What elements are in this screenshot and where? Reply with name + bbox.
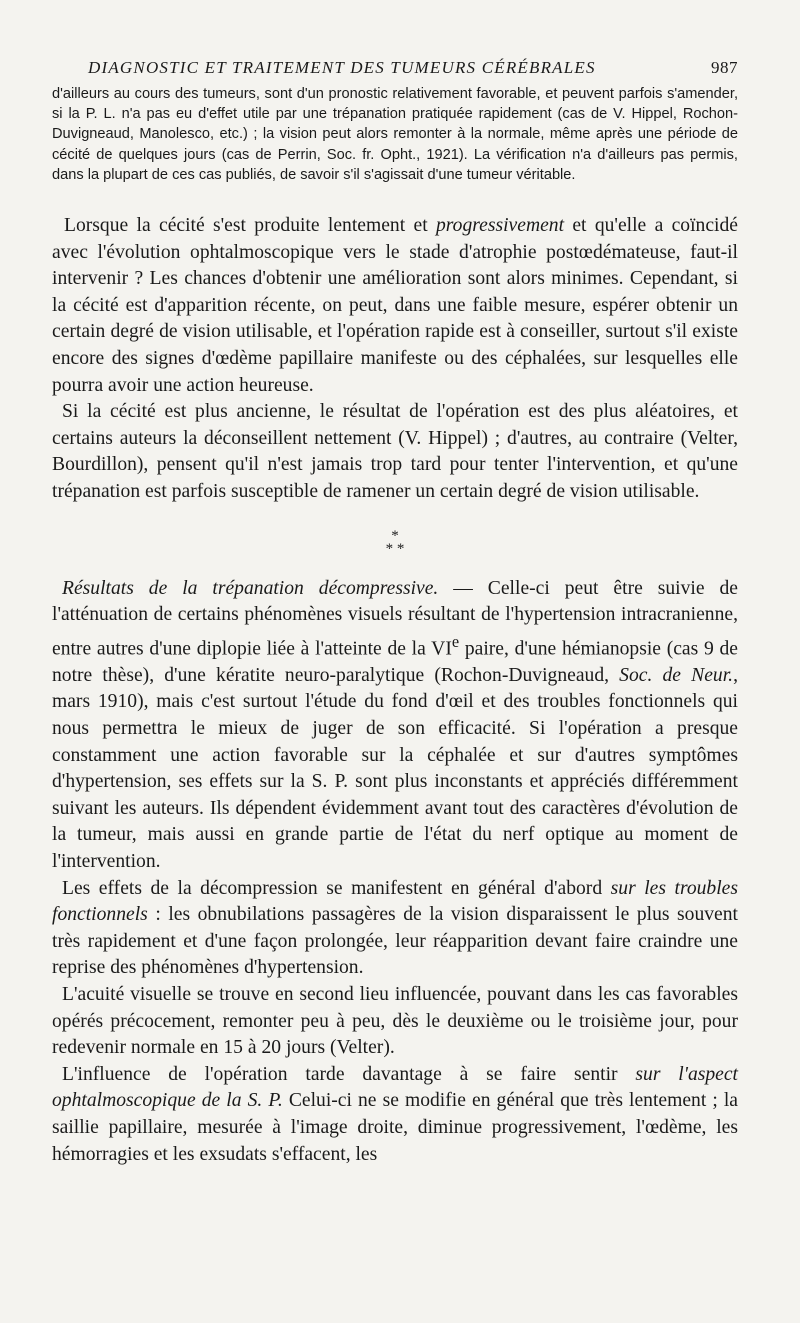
emphasis-text: sur l'aspect ophtalmoscopique de la S. P. xyxy=(52,1063,738,1112)
document-page xyxy=(52,58,738,1168)
text-span: : les obnubilations passagères de la vision disparaissent le plus souvent très rapidement et d'une façon prolongée, leur réapparition devant faire craindre une reprise des phénomènes d'hypertension. xyxy=(52,904,738,979)
header-title: DIAGNOSTIC ET TRAITEMENT DES TUMEURS CÉRÉBRALES xyxy=(88,58,596,77)
asterism-top: * xyxy=(391,527,399,544)
paragraph-functional xyxy=(52,876,738,982)
emphasis-text: progressivement xyxy=(435,215,565,237)
intro-paragraph: d'ailleurs au cours des tumeurs, sont d'un pronostic relativement favorable, et peuvent parfois s'amender, si la P. L. n'a pas eu d'effet utile par une trépanation pratiquée rapidement (cas de V. Hippel, Rochon-Duvigneaud, Manolesco, etc.) ; la vision peut alors remonter à la normale, même après une période de cécité de quelques jours (cas de Perrin, Soc. fr. Opht., 1921). La vérification n'a d'ailleurs pas permis, dans la plupart de ces cas publiés, de savoir s'il s'agissait d'une tumeur véritable. xyxy=(52,86,738,183)
text-span: L'influence de l'opération tarde davantage à se faire sentir xyxy=(62,1063,636,1085)
superscript: e xyxy=(451,631,460,651)
paragraph-results xyxy=(52,576,738,876)
text-span: Celui-ci ne se modifie en général que très lentement ; la saillie papillaire, mesurée à l'image droite, diminue progressivement, l'œdème, les hémorragies et les exsudats s'effacent, les xyxy=(52,1090,738,1165)
section-heading: Résultats de la trépanation décompressive. xyxy=(62,577,439,599)
text-span: — Celle-ci peut être suivie de l'atténuation de certains phénomènes visuels résultant de l'hypertension intracranienne, entre autres d'une diplopie liée à l'atteinte de la xyxy=(52,577,738,660)
paragraph-ophthalmoscopic xyxy=(52,1062,738,1168)
roman-numeral: VI xyxy=(431,638,452,660)
text-span: Lorsque la cécité s'est produite lentement et xyxy=(64,215,436,237)
page-number: 987 xyxy=(711,58,738,77)
paragraph-blindness-slow xyxy=(52,213,738,399)
text-span: paire, d'une hémianopsie (cas 9 de notre thèse), d'une kératite neuro-paralytique (Rochon-Duvigneaud, xyxy=(52,638,738,686)
text-span: Les effets de la décompression se manifestent en général d'abord xyxy=(62,877,611,899)
section-asterism xyxy=(52,527,738,557)
running-header xyxy=(88,58,738,78)
asterism-bottom: * * xyxy=(385,540,405,557)
paragraph-blindness-old: Si la cécité est plus ancienne, le résultat de l'opération est des plus aléatoires, et certains auteurs la déconseillent nettement (V. Hippel) ; d'autres, au contraire (Velter, Bourdillon), pensent qu'il n'est jamais trop tard pour tenter l'intervention, et qu'une trépanation est parfois susceptible de ramener un certain degré de vision utilisable. xyxy=(52,401,738,502)
journal-name: Soc. de Neur. xyxy=(619,664,734,686)
text-span: et qu'elle a coïncidé avec l'évolution ophtalmoscopique vers le stade d'atrophie postœdémateuse, faut-il intervenir ? Les chances d'obtenir une amélioration sont alors minimes. Cependant, si la cécité est d'apparition récente, on peut, dans une faible mesure, espérer obtenir un certain degré de vision utilisable, et l'opération rapide est à conseiller, surtout s'il existe encore des signes d'œdème papillaire manifeste ou des céphalées, sur lesquelles elle pourra avoir une action heureuse. xyxy=(52,215,738,396)
emphasis-text: sur les troubles fonctionnels xyxy=(52,877,738,926)
paragraph-acuity: L'acuité visuelle se trouve en second lieu influencée, pouvant dans les cas favorables opérés précocement, remonter peu à peu, dès le deuxième ou le troisième jour, pour redevenir normale en 15 à 20 jours (Velter). xyxy=(52,983,738,1059)
text-span: , mars 1910), mais c'est surtout l'étude du fond d'œil et des troubles fonctionnels qui nous permettra le mieux de juger de son efficacité. Si l'opération a presque constamment une action favorable sur la céphalée et sur d'autres symptômes d'hypertension, ses effets sur la S. P. sont plus inconstants et appréciés différemment suivant les auteurs. Ils dépendent évidemment avant tout des caractères d'évolution de la tumeur, mais aussi en grande partie de l'état du nerf optique au moment de l'intervention. xyxy=(52,664,738,873)
